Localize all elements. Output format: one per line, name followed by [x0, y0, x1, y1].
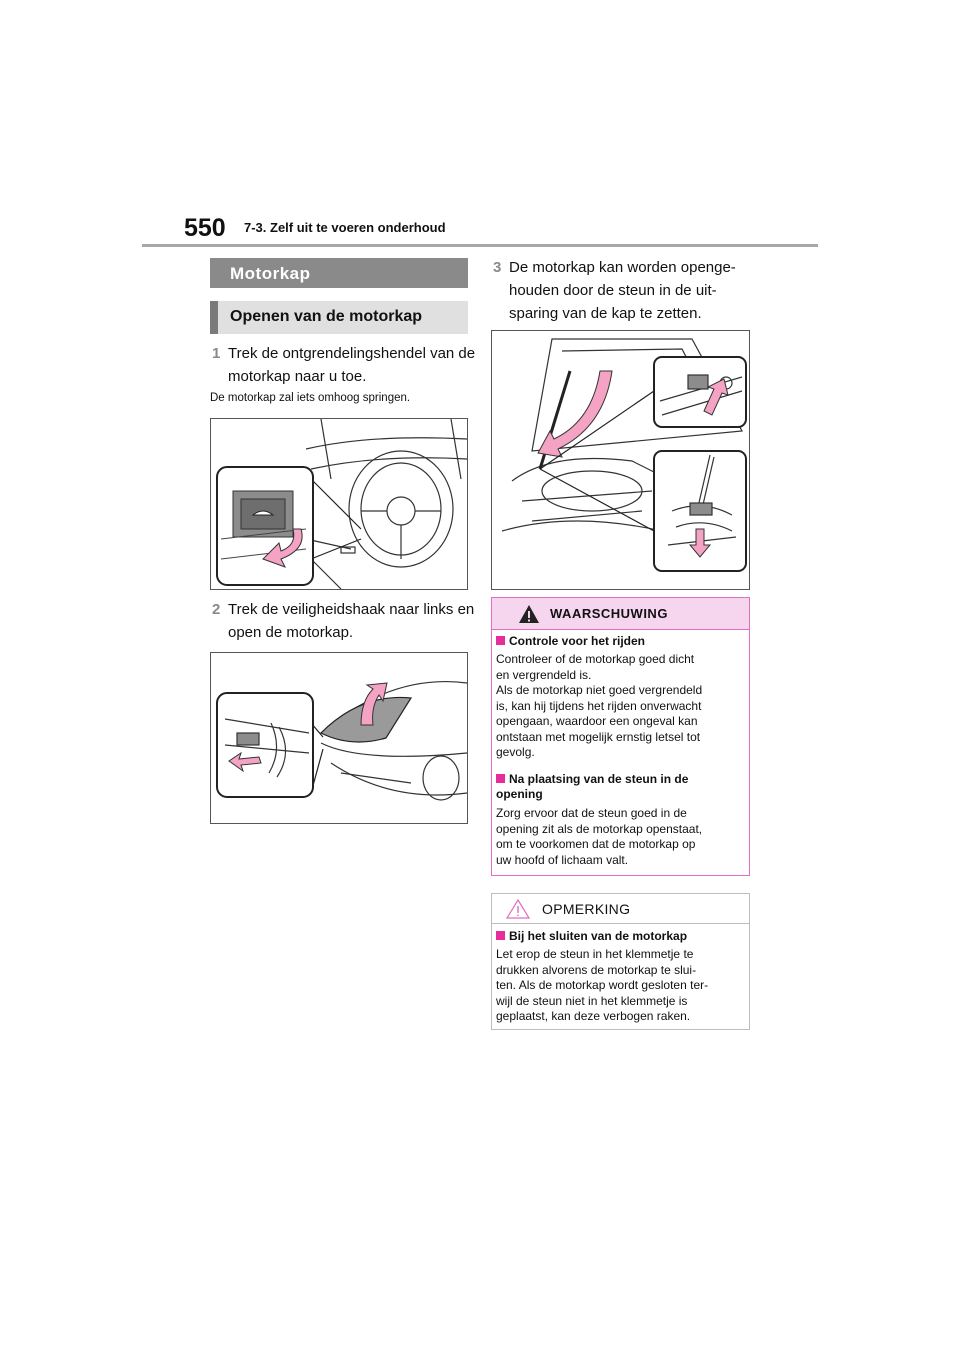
page-title: Motorkap [210, 258, 468, 288]
step-number: 3 [493, 259, 502, 276]
page-number: 550 [184, 214, 226, 242]
hood-release-illustration [211, 419, 467, 589]
step-1-caption: De motorkap zal iets omhoog springen. [210, 392, 411, 404]
bullet-square-icon [496, 931, 505, 940]
warning-item-title: Controle voor het rijden [496, 634, 736, 649]
step-text: Trek de veiligheidshaak naar links en open de motorkap. [228, 601, 475, 641]
figure-support-rod [491, 330, 750, 590]
figure-hood-release-lever [210, 418, 468, 590]
note-item-title: Bij het sluiten van de motorkap [496, 929, 736, 944]
warning-item-body: Controleer of de motorkap goed dicht en vergrendeld is. Als de motorkap niet goed vergrendeld is, kan hij tijdens het rijden onverwacht opengaan, waardoor een ongeval kan ontstaan met mogelijk ernstig letsel tot gevolg. [496, 652, 703, 759]
warning-header [492, 598, 749, 630]
step-number: 2 [212, 601, 221, 618]
caution-outline-icon [506, 899, 530, 919]
support-rod-illustration [492, 331, 749, 589]
safety-catch-illustration [211, 653, 467, 823]
step-text: Trek de ontgrendelingshendel van de motorkap naar u toe. [228, 345, 476, 385]
step-text: De motorkap kan worden openge-houden door de steun in de uit-sparing van de kap te zetten. [509, 259, 736, 322]
bullet-square-icon [496, 774, 505, 783]
note-header [492, 894, 749, 924]
warning-box [491, 597, 750, 876]
section-title: 7-3. Zelf uit te voeren onderhoud [244, 220, 446, 235]
warning-triangle-icon [518, 604, 540, 624]
bullet-square-icon [496, 636, 505, 645]
header-rule [142, 244, 818, 247]
step-number: 1 [212, 345, 221, 362]
figure-safety-catch [210, 652, 468, 824]
step-1 [212, 342, 476, 390]
note-heading: OPMERKING [542, 901, 631, 917]
subsection-title: Openen van de motorkap [210, 301, 468, 334]
warning-heading: WAARSCHUWING [550, 606, 668, 621]
note-box [491, 893, 750, 1030]
step-3 [493, 256, 753, 328]
note-item-body: Let erop de steun in het klemmetje te drukken alvorens de motorkap te slui- ten. Als de motorkap wordt gesloten ter- wijl de steun niet in het klemmetje is geplaatst, kan deze verbogen raken. [496, 947, 709, 1023]
warning-item-body: Zorg ervoor dat de steun goed in de opening zit als de motorkap openstaat, om te voorkomen dat de motorkap op uw hoofd of lichaam valt. [496, 806, 703, 867]
warning-item-title: Na plaatsing van de steun in de opening [496, 772, 689, 801]
step-2 [212, 598, 475, 646]
